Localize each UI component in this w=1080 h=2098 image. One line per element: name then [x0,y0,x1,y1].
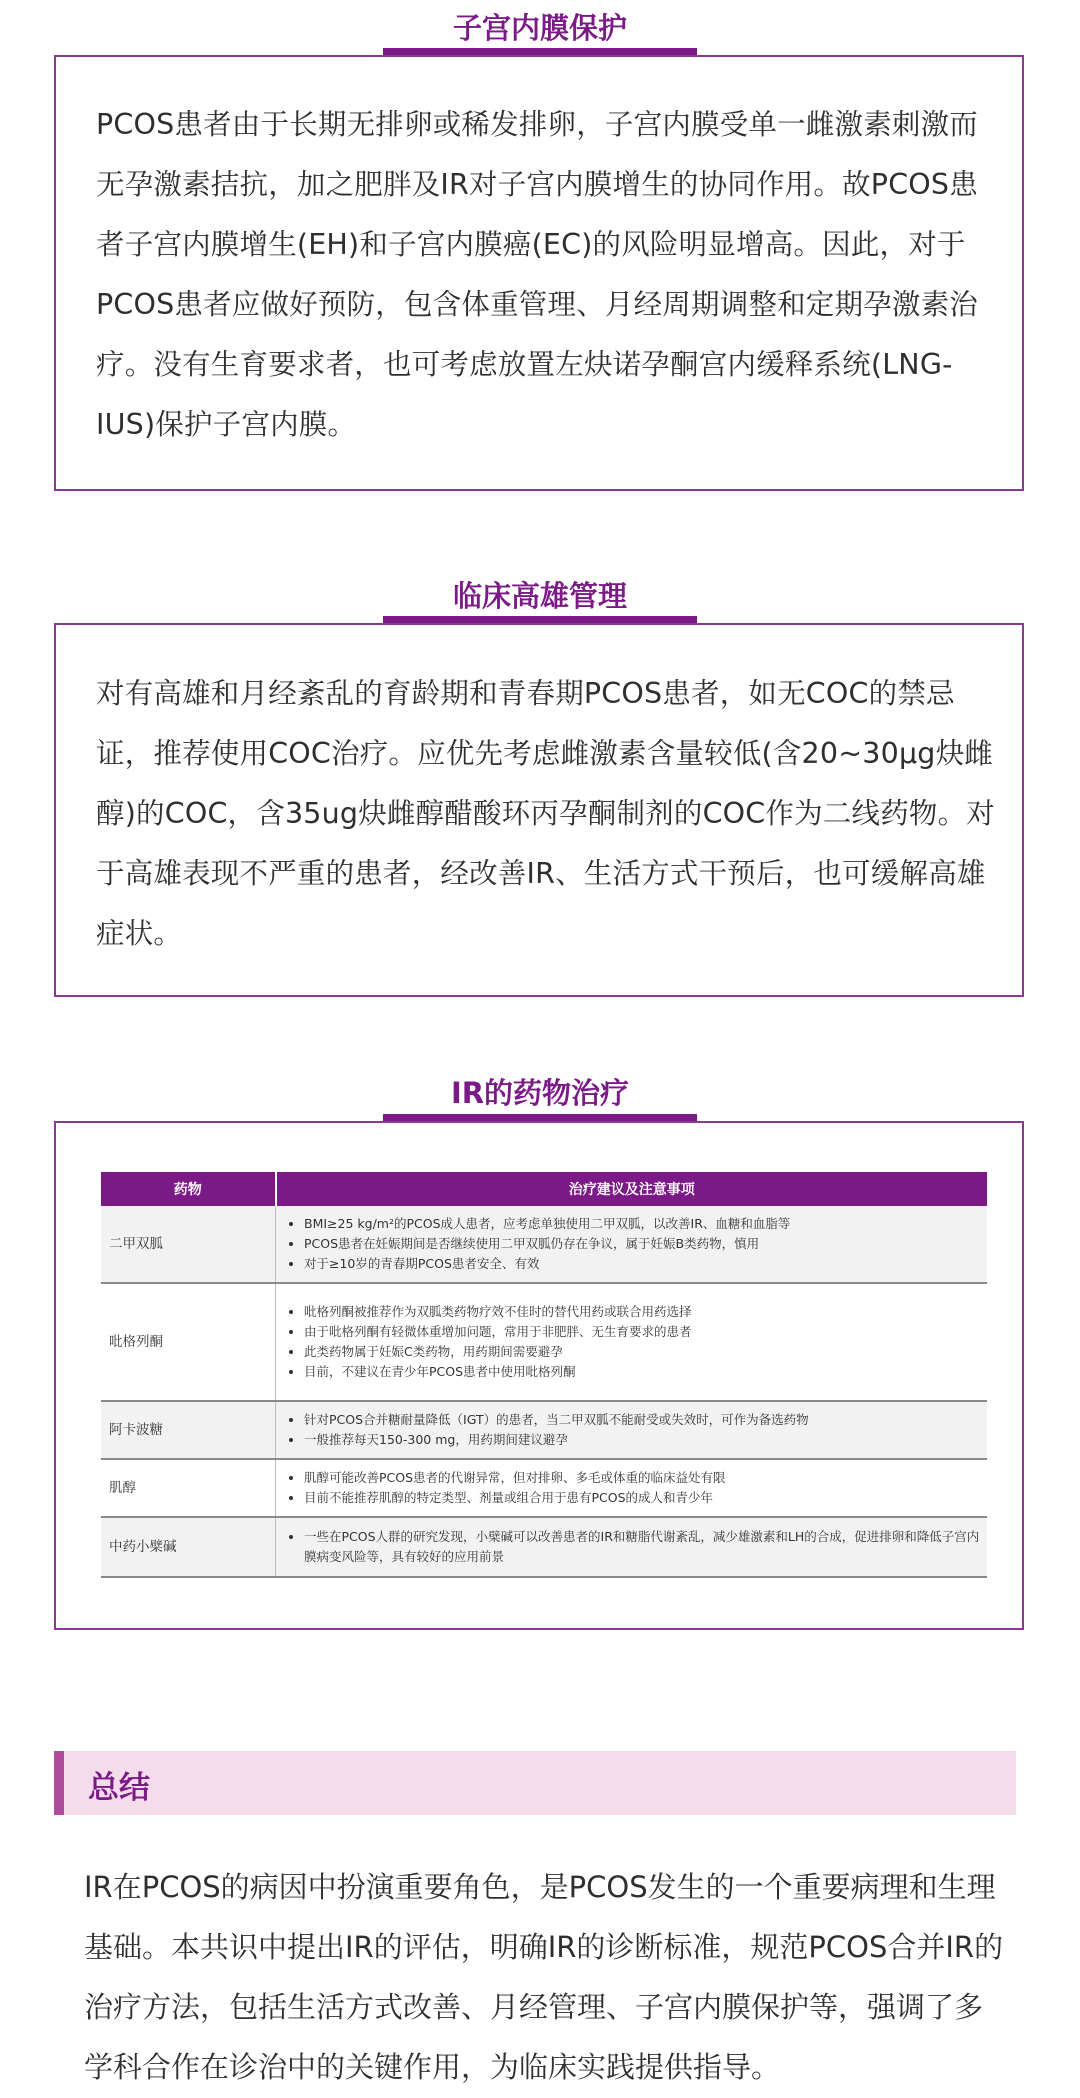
note-item: • 针对PCOS合并糖耐量降低（IGT）的患者，当二甲双胍不能耐受或失效时，可作为备选药物 [304,1410,981,1430]
table-row [101,1401,987,1459]
drug-notes [276,1206,988,1283]
note-item: • 由于吡格列酮有轻微体重增加问题，常用于非肥胖、无生育要求的患者 [304,1322,981,1342]
table-row [101,1206,987,1283]
section-title-ir-drugs: IR的药物治疗 [450,1076,630,1110]
drug-name: 二甲双胍 [101,1206,276,1283]
table-row [101,1517,987,1577]
note-item: • 此类药物属于妊娠C类药物，用药期间需要避孕 [304,1342,981,1362]
drug-name: 肌醇 [101,1459,276,1517]
drug-notes [276,1459,988,1517]
note-item: • 吡格列酮被推荐作为双胍类药物疗效不佳时的替代用药或联合用药选择 [304,1302,981,1322]
drug-notes [276,1401,988,1459]
header-drug: 药物 [101,1172,276,1206]
note-item: • PCOS患者在妊娠期间是否继续使用二甲双胍仍存在争议，属于妊娠B类药物，慎用 [304,1234,981,1254]
header-notes: 治疗建议及注意事项 [276,1172,988,1206]
note-item: • 目前不能推荐肌醇的特定类型、剂量或组合用于患有PCOS的成人和青少年 [304,1488,981,1508]
note-item: • 对于≥10岁的青春期PCOS患者安全、有效 [304,1254,981,1274]
ir-drug-box [54,1121,1024,1630]
note-item: • BMI≥25 kg/m²的PCOS成人患者，应考虑单独使用二甲双胍，以改善IR、血糖和血脂等 [304,1214,981,1234]
drug-name: 中药小檗碱 [101,1517,276,1577]
drug-notes [276,1283,988,1401]
note-item: • 一般推荐每天150-300 mg，用药期间建议避孕 [304,1430,981,1450]
drug-name: 阿卡波糖 [101,1401,276,1459]
table-row [101,1283,987,1401]
drug-table [101,1172,987,1578]
note-item: • 肌醇可能改善PCOS患者的代谢异常，但对排卵、多毛或体重的临床益处有限 [304,1468,981,1488]
endometrium-box [54,55,1024,491]
summary-title: 总结 [88,1770,150,1806]
hyperandrogenism-box [54,623,1024,997]
drug-name: 吡格列酮 [101,1283,276,1401]
summary-header-bar [54,1751,1016,1815]
note-item: • 目前，不建议在青少年PCOS患者中使用吡格列酮 [304,1362,981,1382]
section-title-hyperandrogenism: 临床高雄管理 [452,579,627,613]
summary-accent-bar [54,1751,64,1815]
table-header-row [101,1172,987,1206]
hyperandrogenism-text: 对有高雄和月经紊乱的育龄期和青春期PCOS患者，如无COC的禁忌证，推荐使用COC治疗。应优先考虑雌激素含量较低(含20~30μg炔雌醇)的COC，含35ug炔雌醇醋酸环丙孕酮制剂的COC作为二线药物。对于高雄表现不严重的患者，经改善IR、生活方式干预后，也可缓解高雄症状。 [96,677,996,950]
table-row [101,1459,987,1517]
note-item: • 一些在PCOS人群的研究发现，小檗碱可以改善患者的IR和糖脂代谢紊乱，减少雄激素和LH的合成，促进排卵和降低子宫内膜病变风险等，具有较好的应用前景 [304,1527,981,1567]
endometrium-text: PCOS患者由于长期无排卵或稀发排卵，子宫内膜受单一雌激素刺激而无孕激素拮抗，加之肥胖及IR对子宫内膜增生的协同作用。故PCOS患者子宫内膜增生(EH)和子宫内膜癌(EC)的风险明显增高。因此，对于PCOS患者应做好预防，包含体重管理、月经周期调整和定期孕激素治疗。没有生育要求者，也可考虑放置左炔诺孕酮宫内缓释系统(LNG-IUS)保护子宫内膜。 [96,108,979,441]
section-title-endometrium: 子宫内膜保护 [452,11,627,45]
drug-notes [276,1517,988,1577]
summary-text: IR在PCOS的病因中扮演重要角色，是PCOS发生的一个重要病理和生理基础。本共识中提出IR的评估，明确IR的诊断标准，规范PCOS合并IR的治疗方法，包括生活方式改善、月经管理、子宫内膜保护等，强调了多学科合作在诊治中的关键作用，为临床实践提供指导。 [84,1870,1004,2084]
